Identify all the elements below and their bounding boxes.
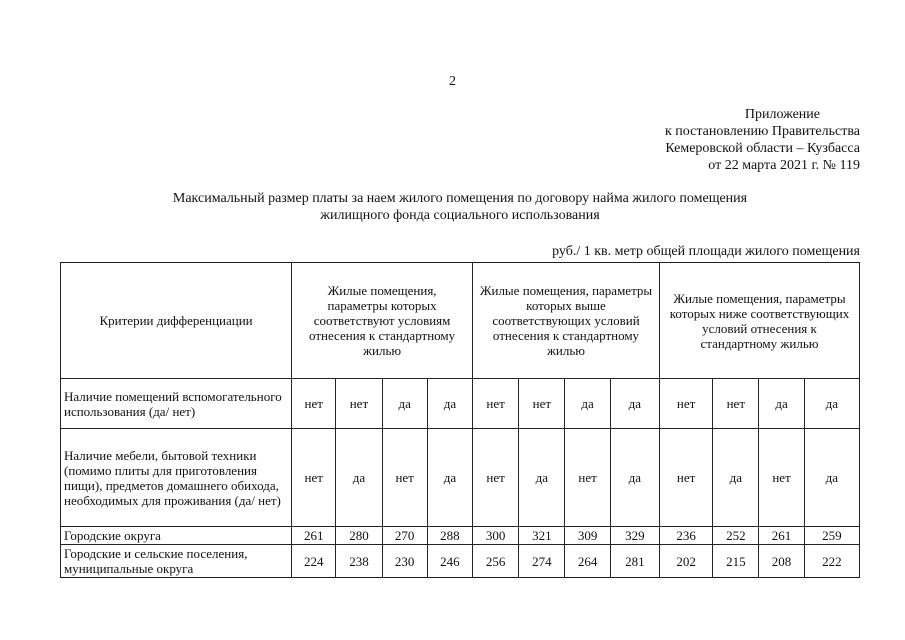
- row-label: Городские округа: [61, 527, 292, 545]
- table-cell: нет: [292, 429, 336, 527]
- table-cell: 230: [382, 545, 427, 578]
- appendix-line: от 22 марта 2021 г. № 119: [708, 158, 860, 173]
- table-cell: да: [610, 429, 659, 527]
- table-cell: да: [336, 429, 382, 527]
- row-label: Городские и сельские поселения, муниципальные округа: [61, 545, 292, 578]
- table-cell: да: [519, 429, 565, 527]
- table-cell: да: [759, 379, 804, 429]
- table-cell: 224: [292, 545, 336, 578]
- table-cell: нет: [713, 379, 759, 429]
- table-row: [61, 429, 860, 527]
- table-cell: да: [713, 429, 759, 527]
- table-cell: да: [427, 379, 472, 429]
- appendix-line: Кемеровской области – Кузбасса: [665, 141, 860, 156]
- table-cell: нет: [565, 429, 610, 527]
- table-cell: 246: [427, 545, 472, 578]
- table-cell: 236: [659, 527, 712, 545]
- rent-table: [60, 262, 860, 578]
- table-cell: нет: [336, 379, 382, 429]
- table-cell: 281: [610, 545, 659, 578]
- row-label: Наличие помещений вспомогательного использования (да/ нет): [61, 379, 292, 429]
- table-cell: нет: [292, 379, 336, 429]
- units-note: руб./ 1 кв. метр общей площади жилого помещения: [552, 244, 860, 259]
- table-cell: 208: [759, 545, 804, 578]
- table-row: [61, 545, 860, 578]
- table-cell: 259: [804, 527, 859, 545]
- table-cell: нет: [473, 379, 519, 429]
- document-title: [60, 190, 860, 224]
- table-cell: нет: [382, 429, 427, 527]
- table-cell: 261: [292, 527, 336, 545]
- table-cell: да: [382, 379, 427, 429]
- group-header-above: Жилые помещения, параметры которых выше соответствующих условий отнесения к стандартному жилью: [473, 263, 660, 379]
- table-cell: 270: [382, 527, 427, 545]
- table-cell: 300: [473, 527, 519, 545]
- table-cell: 215: [713, 545, 759, 578]
- table-cell: 256: [473, 545, 519, 578]
- table-cell: нет: [759, 429, 804, 527]
- table-cell: да: [610, 379, 659, 429]
- table-cell: 274: [519, 545, 565, 578]
- table-cell: 280: [336, 527, 382, 545]
- table-cell: 222: [804, 545, 859, 578]
- table-cell: 309: [565, 527, 610, 545]
- table-cell: нет: [659, 379, 712, 429]
- page-number: 2: [449, 74, 456, 89]
- table-cell: 321: [519, 527, 565, 545]
- appendix-line: к постановлению Правительства: [664, 124, 860, 139]
- table-cell: нет: [473, 429, 519, 527]
- table-cell: да: [804, 379, 859, 429]
- group-header-below: Жилые помещения, параметры которых ниже соответствующих условий отнесения к стандартному жилью: [659, 263, 859, 379]
- table-cell: 288: [427, 527, 472, 545]
- table-cell: 238: [336, 545, 382, 578]
- title-line: жилищного фонда социального использования: [320, 208, 600, 223]
- appendix-block: [560, 106, 860, 174]
- title-line: Максимальный размер платы за наем жилого помещения по договору найма жилого помещения: [172, 191, 748, 206]
- table-cell: 261: [759, 527, 804, 545]
- table-cell: 252: [713, 527, 759, 545]
- table-cell: да: [804, 429, 859, 527]
- row-label: Наличие мебели, бытовой техники (помимо плиты для приготовления пищи), предметов домашнего обихода, необходимых для проживания (да/ нет): [61, 429, 292, 527]
- table-cell: 202: [659, 545, 712, 578]
- criteria-header: Критерии дифференциации: [61, 263, 292, 379]
- table-header-row: [61, 263, 860, 379]
- table-cell: 264: [565, 545, 610, 578]
- appendix-line: Приложение: [744, 107, 820, 122]
- table-row: [61, 527, 860, 545]
- table-cell: нет: [659, 429, 712, 527]
- table-cell: да: [427, 429, 472, 527]
- table-cell: да: [565, 379, 610, 429]
- table-cell: 329: [610, 527, 659, 545]
- group-header-standard: Жилые помещения, параметры которых соответствуют условиям отнесения к стандартному жилью: [292, 263, 473, 379]
- table-row: [61, 379, 860, 429]
- table-cell: нет: [519, 379, 565, 429]
